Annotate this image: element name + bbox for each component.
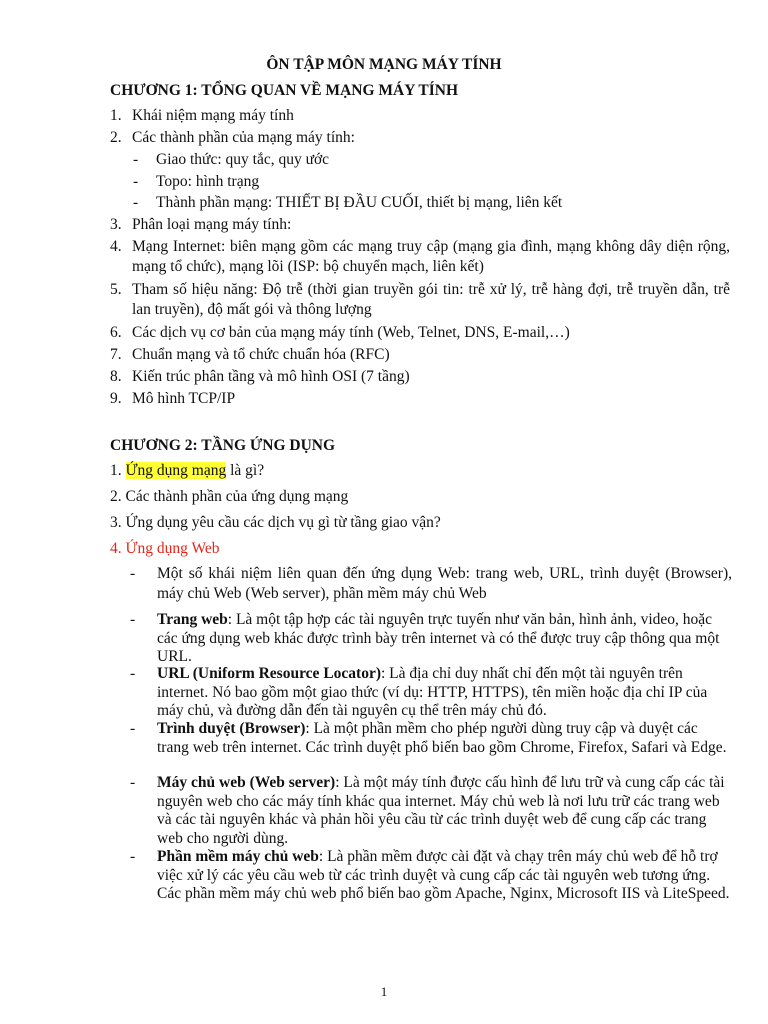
term-item: [130, 665, 732, 721]
page-number: 1: [380, 984, 388, 999]
question-4: [110, 539, 730, 559]
list-item: [110, 345, 730, 365]
list-item: [110, 389, 730, 409]
dash-bullet: -: [130, 565, 136, 582]
question-3: 3. Ứng dụng yêu cầu các dịch vụ gì từ tầng giao vận?: [110, 514, 441, 531]
term-description: : Là một phần mềm cho phép người dùng truy cập và duyệt các trang web trên internet. Các trình duyệt phổ biến bao gồm Chrome, Firefox, Safari và Edge.: [157, 720, 727, 756]
sub-list-item: [133, 150, 733, 170]
term-item: [130, 720, 732, 757]
item-number: 4.: [110, 238, 122, 255]
term-item: [130, 848, 732, 904]
dash-bullet: -: [133, 173, 139, 190]
sub-list-item: [133, 193, 733, 213]
question-1: [110, 461, 730, 481]
item-text: Khái niệm mạng máy tính: [132, 107, 294, 124]
item-text: Chuẩn mạng và tổ chức chuẩn hóa (RFC): [132, 346, 390, 363]
item-number: 9.: [110, 390, 122, 407]
sub-list-item: [133, 172, 733, 192]
term-description: : Là một tập hợp các tài nguyên trực tuyến như văn bản, hình ảnh, video, hoặc các ứng dụng web khác được trình bày trên internet và có thể được truy cập thông qua một URL.: [157, 611, 720, 666]
term-name: Trang web: [157, 611, 228, 628]
dash-bullet: -: [130, 774, 136, 791]
highlighted-term: Ứng dụng mạng: [125, 462, 227, 479]
list-item: [110, 215, 730, 235]
term-item: [130, 774, 732, 848]
list-item: [110, 237, 730, 277]
dash-bullet: -: [130, 611, 136, 628]
item-text: Tham số hiệu năng: Độ trễ (thời gian truyền gói tin: trễ xử lý, trễ hàng đợi, trễ truyền dẫn, trễ lan truyền), độ mất gói và thông lượng: [132, 281, 730, 319]
item-number: 7.: [110, 346, 122, 363]
item-text: Các dịch vụ cơ bản của mạng máy tính (Web, Telnet, DNS, E-mail,…): [132, 324, 570, 341]
term-name: Máy chủ web (Web server): [157, 774, 336, 791]
question-2: 2. Các thành phần của ứng dụng mạng: [110, 488, 349, 505]
item-text: Mạng Internet: biên mạng gồm các mạng truy cập (mạng gia đình, mạng không dây diện rộng, mạng tổ chức), mạng lõi (ISP: bộ chuyển mạch, liên kết): [132, 238, 730, 276]
question-text: Ứng dụng Web: [125, 540, 220, 557]
dash-bullet: -: [130, 848, 136, 865]
list-item: [110, 323, 730, 343]
sub-item-text: Giao thức: quy tắc, quy ước: [156, 151, 330, 168]
question-number: 4.: [110, 540, 122, 557]
item-text: Mô hình TCP/IP: [132, 390, 236, 407]
item-number: 2.: [110, 129, 122, 146]
term-name: Phần mềm máy chủ web: [157, 848, 319, 865]
list-item: [110, 106, 730, 126]
item-number: 5.: [110, 281, 122, 298]
sub-item-text: Topo: hình trạng: [156, 173, 260, 190]
item-text: Phân loại mạng máy tính:: [132, 216, 292, 233]
dash-bullet: -: [133, 151, 139, 168]
list-item: [110, 128, 730, 148]
list-item: [110, 280, 730, 320]
list-item: [110, 367, 730, 387]
item-number: 8.: [110, 368, 122, 385]
dash-bullet: -: [133, 194, 139, 211]
dash-bullet: -: [130, 665, 136, 682]
question-number: 1.: [110, 462, 122, 479]
term-item: [130, 611, 732, 667]
item-number: 6.: [110, 324, 122, 341]
term-name: URL (Uniform Resource Locator): [157, 665, 381, 682]
item-text: Kiến trúc phân tầng và mô hình OSI (7 tầng): [132, 368, 410, 385]
question-text: là gì?: [226, 462, 265, 479]
web-intro-item: [130, 564, 732, 604]
term-description: : Là một máy tính được cấu hình để lưu trữ và cung cấp các tài nguyên web cho các máy tính khác qua internet. Máy chủ web là nơi lưu trữ các trang web và các tài nguyên khác và phản hồi yêu cầu từ các trình duyệt web để cung cấp các trang web cho người dùng.: [157, 774, 725, 847]
item-number: 3.: [110, 216, 122, 233]
document-title: ÔN TẬP MÔN MẠNG MÁY TÍNH: [266, 56, 502, 73]
web-intro-text: Một số khái niệm liên quan đến ứng dụng Web: trang web, URL, trình duyệt (Browser), máy chủ Web (Web server), phần mềm máy chủ Web: [157, 565, 732, 603]
sub-item-text: Thành phần mạng: THIẾT BỊ ĐẦU CUỐI, thiết bị mạng, liên kết: [156, 194, 563, 211]
dash-bullet: -: [130, 720, 136, 737]
item-number: 1.: [110, 107, 122, 124]
chapter-1-heading: CHƯƠNG 1: TỔNG QUAN VỀ MẠNG MÁY TÍNH: [110, 82, 459, 99]
term-name: Trình duyệt (Browser): [157, 720, 306, 737]
item-text: Các thành phần của mạng máy tính:: [132, 129, 355, 146]
term-description: : Là địa chỉ duy nhất chỉ đến một tài nguyên trên internet. Nó bao gồm một giao thức (ví dụ: HTTP, HTTPS), tên miền hoặc địa chỉ IP của máy chủ, và đường dẫn đến tài nguyên cụ thể trên máy chủ đó.: [157, 665, 708, 720]
chapter-2-heading: CHƯƠNG 2: TẦNG ỨNG DỤNG: [110, 437, 336, 454]
term-description: : Là phần mềm được cài đặt và chạy trên máy chủ web để hỗ trợ việc xử lý các yêu cầu web từ các trình duyệt và cung cấp các tài nguyên web tương ứng. Các phần mềm máy chủ web phổ biến bao gồm Apache, Nginx, Microsoft IIS và LiteSpeed.: [157, 848, 730, 903]
